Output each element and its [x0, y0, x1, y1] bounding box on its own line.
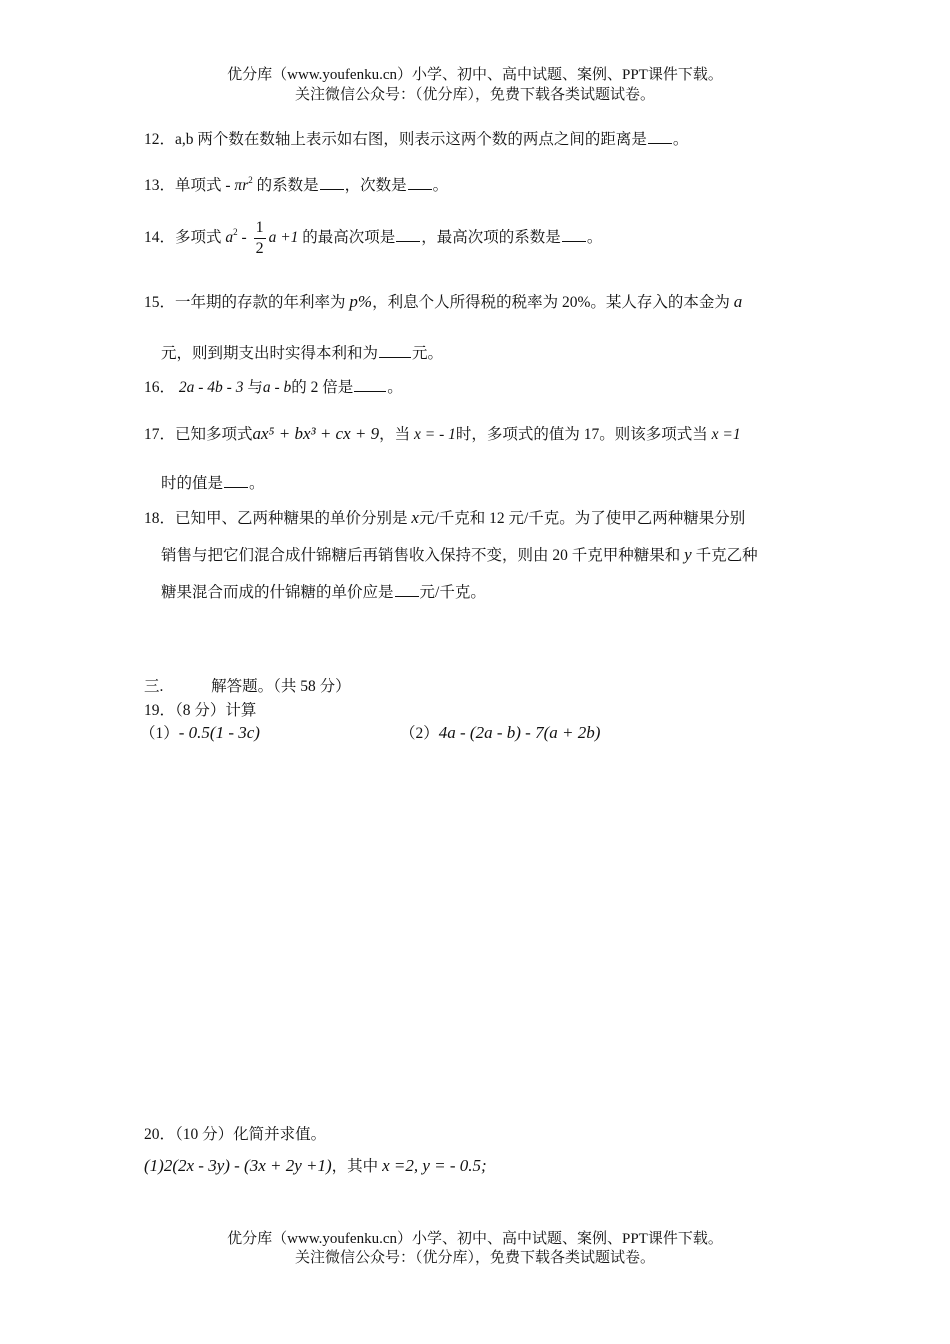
q18-blank — [395, 584, 419, 597]
q16-expression-1: 2a - 4b - 3 — [178, 379, 244, 396]
q15-text-b: ，利息个人所得税的税率为 20%。某人存入的本金为 — [372, 294, 730, 311]
q15-line-2-text: 元，则到期支出时实得本利和为 — [161, 345, 379, 362]
q13-end: 。 — [432, 177, 449, 194]
q14-prefix: 14．多项式 — [144, 229, 222, 247]
q13-expression: - πr — [225, 177, 249, 194]
q14-blank-1 — [396, 229, 420, 242]
q16-blank — [354, 379, 386, 392]
question-19-title: 19．（8 分）计算 — [144, 702, 257, 719]
q19-part-2-label: （2） — [400, 725, 439, 742]
q14-end: 。 — [586, 229, 603, 247]
q14-numerator: 1 — [254, 218, 266, 239]
footer-line-1: 优分库（www.youfenku.cn）小学、初中、高中试题、案例、PPT课件下载。 — [227, 1231, 723, 1247]
question-14 — [144, 218, 602, 259]
q18-text-a: 18．已知甲、乙两种糖果的单价分别是 — [144, 510, 408, 527]
q18-text-b: 元/千克和 12 元/千克。为了使甲乙两种糖果分别 — [418, 510, 746, 527]
q17-polynomial: ax⁵ + bx³ + cx + 9 — [252, 424, 380, 443]
question-16 — [144, 375, 403, 397]
question-13 — [144, 173, 448, 195]
q15-principal: a — [733, 292, 743, 311]
q14-minus: - — [237, 229, 251, 247]
q19-part-2 — [400, 721, 600, 743]
q17-end: 。 — [249, 475, 265, 492]
question-15-line-1 — [144, 290, 742, 312]
q14-exponent: 2 — [233, 227, 238, 238]
question-18-line-1 — [144, 506, 745, 528]
section-3-heading — [144, 674, 351, 696]
q15-rate: p% — [349, 292, 373, 311]
q13-blank-2 — [408, 177, 432, 190]
q16-expression-2: a - b — [262, 379, 292, 396]
question-20-title: 20．（10 分）化简并求值。 — [144, 1126, 327, 1143]
header-line-2: 关注微信公众号：（优分库），免费下载各类试题试卷。 — [294, 87, 655, 103]
q15-text-a: 15．一年期的存款的年利率为 — [144, 294, 346, 311]
q14-denominator: 2 — [255, 240, 264, 257]
q12-blank — [648, 131, 672, 144]
header-line-1: 优分库（www.youfenku.cn）小学、初中、高中试题、案例、PPT课件下载。 — [227, 67, 723, 83]
q18-text-f: 元/千克。 — [419, 584, 486, 601]
q16-end: 。 — [387, 379, 403, 396]
question-17-line-2 — [161, 471, 265, 493]
q18-var-y: y — [684, 545, 692, 564]
q14-coef-text: ，最高次项的系数是 — [421, 229, 561, 247]
q15-end: 元。 — [412, 345, 444, 362]
q19-part-1 — [140, 721, 260, 743]
q14-term-2: a +1 — [268, 229, 299, 247]
q17-prefix: 17．已知多项式 — [144, 426, 253, 443]
question-18-line-3 — [161, 580, 486, 602]
q17-text: 时，多项式的值为 17。则该多项式当 — [455, 426, 708, 443]
q17-when: ，当 — [379, 426, 411, 443]
question-12 — [144, 127, 688, 149]
section-3-number: 三. — [144, 678, 164, 695]
q19-part-1-expression: - 0.5(1 - 3c) — [178, 723, 260, 742]
question-15-line-2 — [161, 341, 443, 363]
section-3-title: 解答题。（共 58 分） — [211, 678, 351, 695]
q17-condition-2: x =1 — [711, 426, 741, 443]
q20-part-1 — [144, 1154, 487, 1176]
q18-text-d: 千克乙种 — [695, 547, 758, 564]
q14-highest-text: 的最高次项是 — [302, 229, 396, 247]
q15-blank — [379, 345, 411, 358]
q17-line-2-text: 时的值是 — [161, 475, 224, 492]
q19-part-1-label: （1） — [140, 725, 179, 742]
q13-coef-text: 的系数是 — [256, 177, 319, 194]
q13-exponent: 2 — [248, 175, 253, 185]
q13-blank-1 — [320, 177, 344, 190]
q14-term-a: a — [225, 229, 234, 247]
q12-text: 12．a,b 两个数在数轴上表示如右图，则表示这两个数的两点之间的距离是 — [144, 131, 647, 148]
q19-part-2-expression: 4a - (2a - b) - 7(a + 2b) — [438, 723, 601, 742]
q18-text-c: 销售与把它们混合成什锦糖后再销售收入保持不变，则由 20 千克甲种糖果和 — [161, 547, 681, 564]
footer-line-2: 关注微信公众号：（优分库），免费下载各类试题试卷。 — [294, 1250, 655, 1266]
question-17-line-1 — [144, 422, 741, 444]
q16-and: 与 — [247, 379, 263, 396]
q18-var-x: x — [411, 508, 419, 527]
q14-blank-2 — [562, 229, 586, 242]
q18-text-e: 糖果混合而成的什锦糖的单价应是 — [161, 584, 394, 601]
q20-where: ，其中 — [331, 1158, 379, 1175]
q20-part-1-expression: (1)2(2x - 3y) - (3x + 2y +1) — [144, 1156, 332, 1175]
q13-prefix: 13．单项式 — [144, 177, 222, 194]
q14-fraction — [254, 218, 266, 259]
q17-blank — [224, 475, 248, 488]
question-18-line-2 — [161, 543, 758, 565]
q16-text: 的 2 倍是 — [291, 379, 354, 396]
q12-end: 。 — [672, 131, 689, 148]
q17-condition-1: x = - 1 — [414, 426, 456, 443]
q13-degree-text: ，次数是 — [344, 177, 407, 194]
q16-number: 16． — [144, 379, 176, 396]
q20-condition: x =2, y = - 0.5; — [382, 1156, 487, 1175]
